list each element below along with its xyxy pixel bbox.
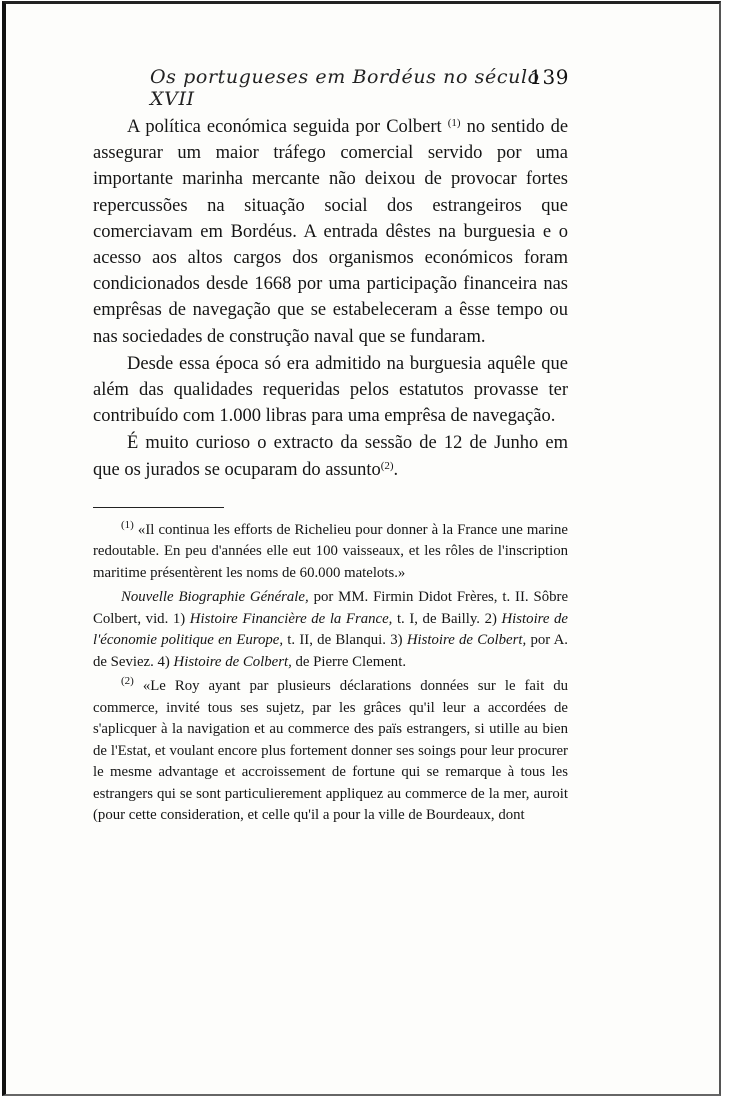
paragraph-2: Desde essa época só era admitido na burguesia aquêle que além das qualidades requeridas pelos estatutos provasse ter contribuído com 1.000 libras para uma emprêsa de navegação. (93, 353, 568, 427)
reference-text-2: t. I, de Bailly. 2) (396, 610, 497, 627)
reference-text-5: de Pierre Clement. (295, 653, 407, 670)
footnote-2-marker: (2) (121, 675, 134, 688)
reference-text-3: t. II, de Blanqui. 3) (287, 632, 403, 649)
reference-title-1: Nouvelle Biographie Générale, (121, 589, 309, 606)
paragraph-3-text-a: É muito curioso o extracto da sessão de 12 de Junho em que os jurados se ocuparam do assunto (93, 433, 568, 480)
footnote-ref-2: (2) (380, 459, 394, 472)
reference-title-5: Histoire de Colbert, (173, 653, 292, 670)
reference-text-1: por MM. Firmin Didot Frères, t. II. Sôbre Colbert, vid. 1) (93, 589, 569, 627)
main-text (93, 114, 568, 483)
footnote-2 (93, 676, 568, 827)
footnote-1-quote-text: «Il continua les efforts de Richelieu pour donner à la France une marine redoutable. En peu d'années elle eut 100 vaisseaux, et les rôles de l'inscription maritime présentèrent les noms de 60.000 matelots.» (93, 521, 568, 581)
footnote-2-quote-text: «Le Roy ayant par plusieurs déclarations données sur le fait du commerce, invité tous ses sujetz, par les grâces qu'il leur a accordées de s'aplicquer à la navigation et au commerce des païs estrangers, si utille au bien de l'Estat, et voulant encore plus fortement donner ses soings pour leur procurer le mesme advantage et accroissement de fortune qui se remarque à tous les estrangers qui se sont particulierement appliquez au commerce de la mer, auroit (pour cette consideration, et celle qu'il a pour la ville de Bourdeaux, dont (93, 678, 569, 824)
reference-text-4: por A. de Seviez. 4) (93, 632, 568, 670)
running-head (93, 62, 569, 110)
reference-title-4: Histoire de Colbert, (406, 632, 527, 649)
paragraph-1-text-a: A política económica seguida por Colbert (127, 117, 442, 137)
paragraph-3-text-b: . (393, 459, 399, 480)
paragraph-3 (93, 430, 568, 482)
footnote-1-quote (93, 520, 568, 585)
paragraph-1-text-b: no sentido de assegurar um maior tráfego comercial servido por uma importante marinha mercante não deixou de provocar fortes repercussões na situação social dos estrangeiros que comerciavam em Bordéus. A entrada dêstes na burguesia e o acesso aos altos cargos dos organismos económicos foram condicionados desde 1668 por uma participação financeira nas emprêsas de navegação que se estabeleceram a êsse tempo ou nas sociedades de construção naval que se fundaram. (93, 117, 569, 347)
footnote-1-marker: (1) (121, 518, 134, 531)
reference-title-3: Histoire de l'économie politique en Europe, (93, 610, 569, 649)
reference-title-2: Histoire Financière de la France, (189, 610, 393, 627)
running-title: Os portugueses em Bordéus no século XVII (150, 66, 540, 110)
paragraph-1 (93, 114, 568, 350)
footnote-separator (93, 507, 224, 508)
page-number: 139 (529, 65, 569, 89)
footnote-ref-1: (1) (447, 117, 461, 129)
book-page (93, 62, 568, 827)
footnote-1-references (93, 587, 568, 673)
footnotes (93, 520, 568, 827)
